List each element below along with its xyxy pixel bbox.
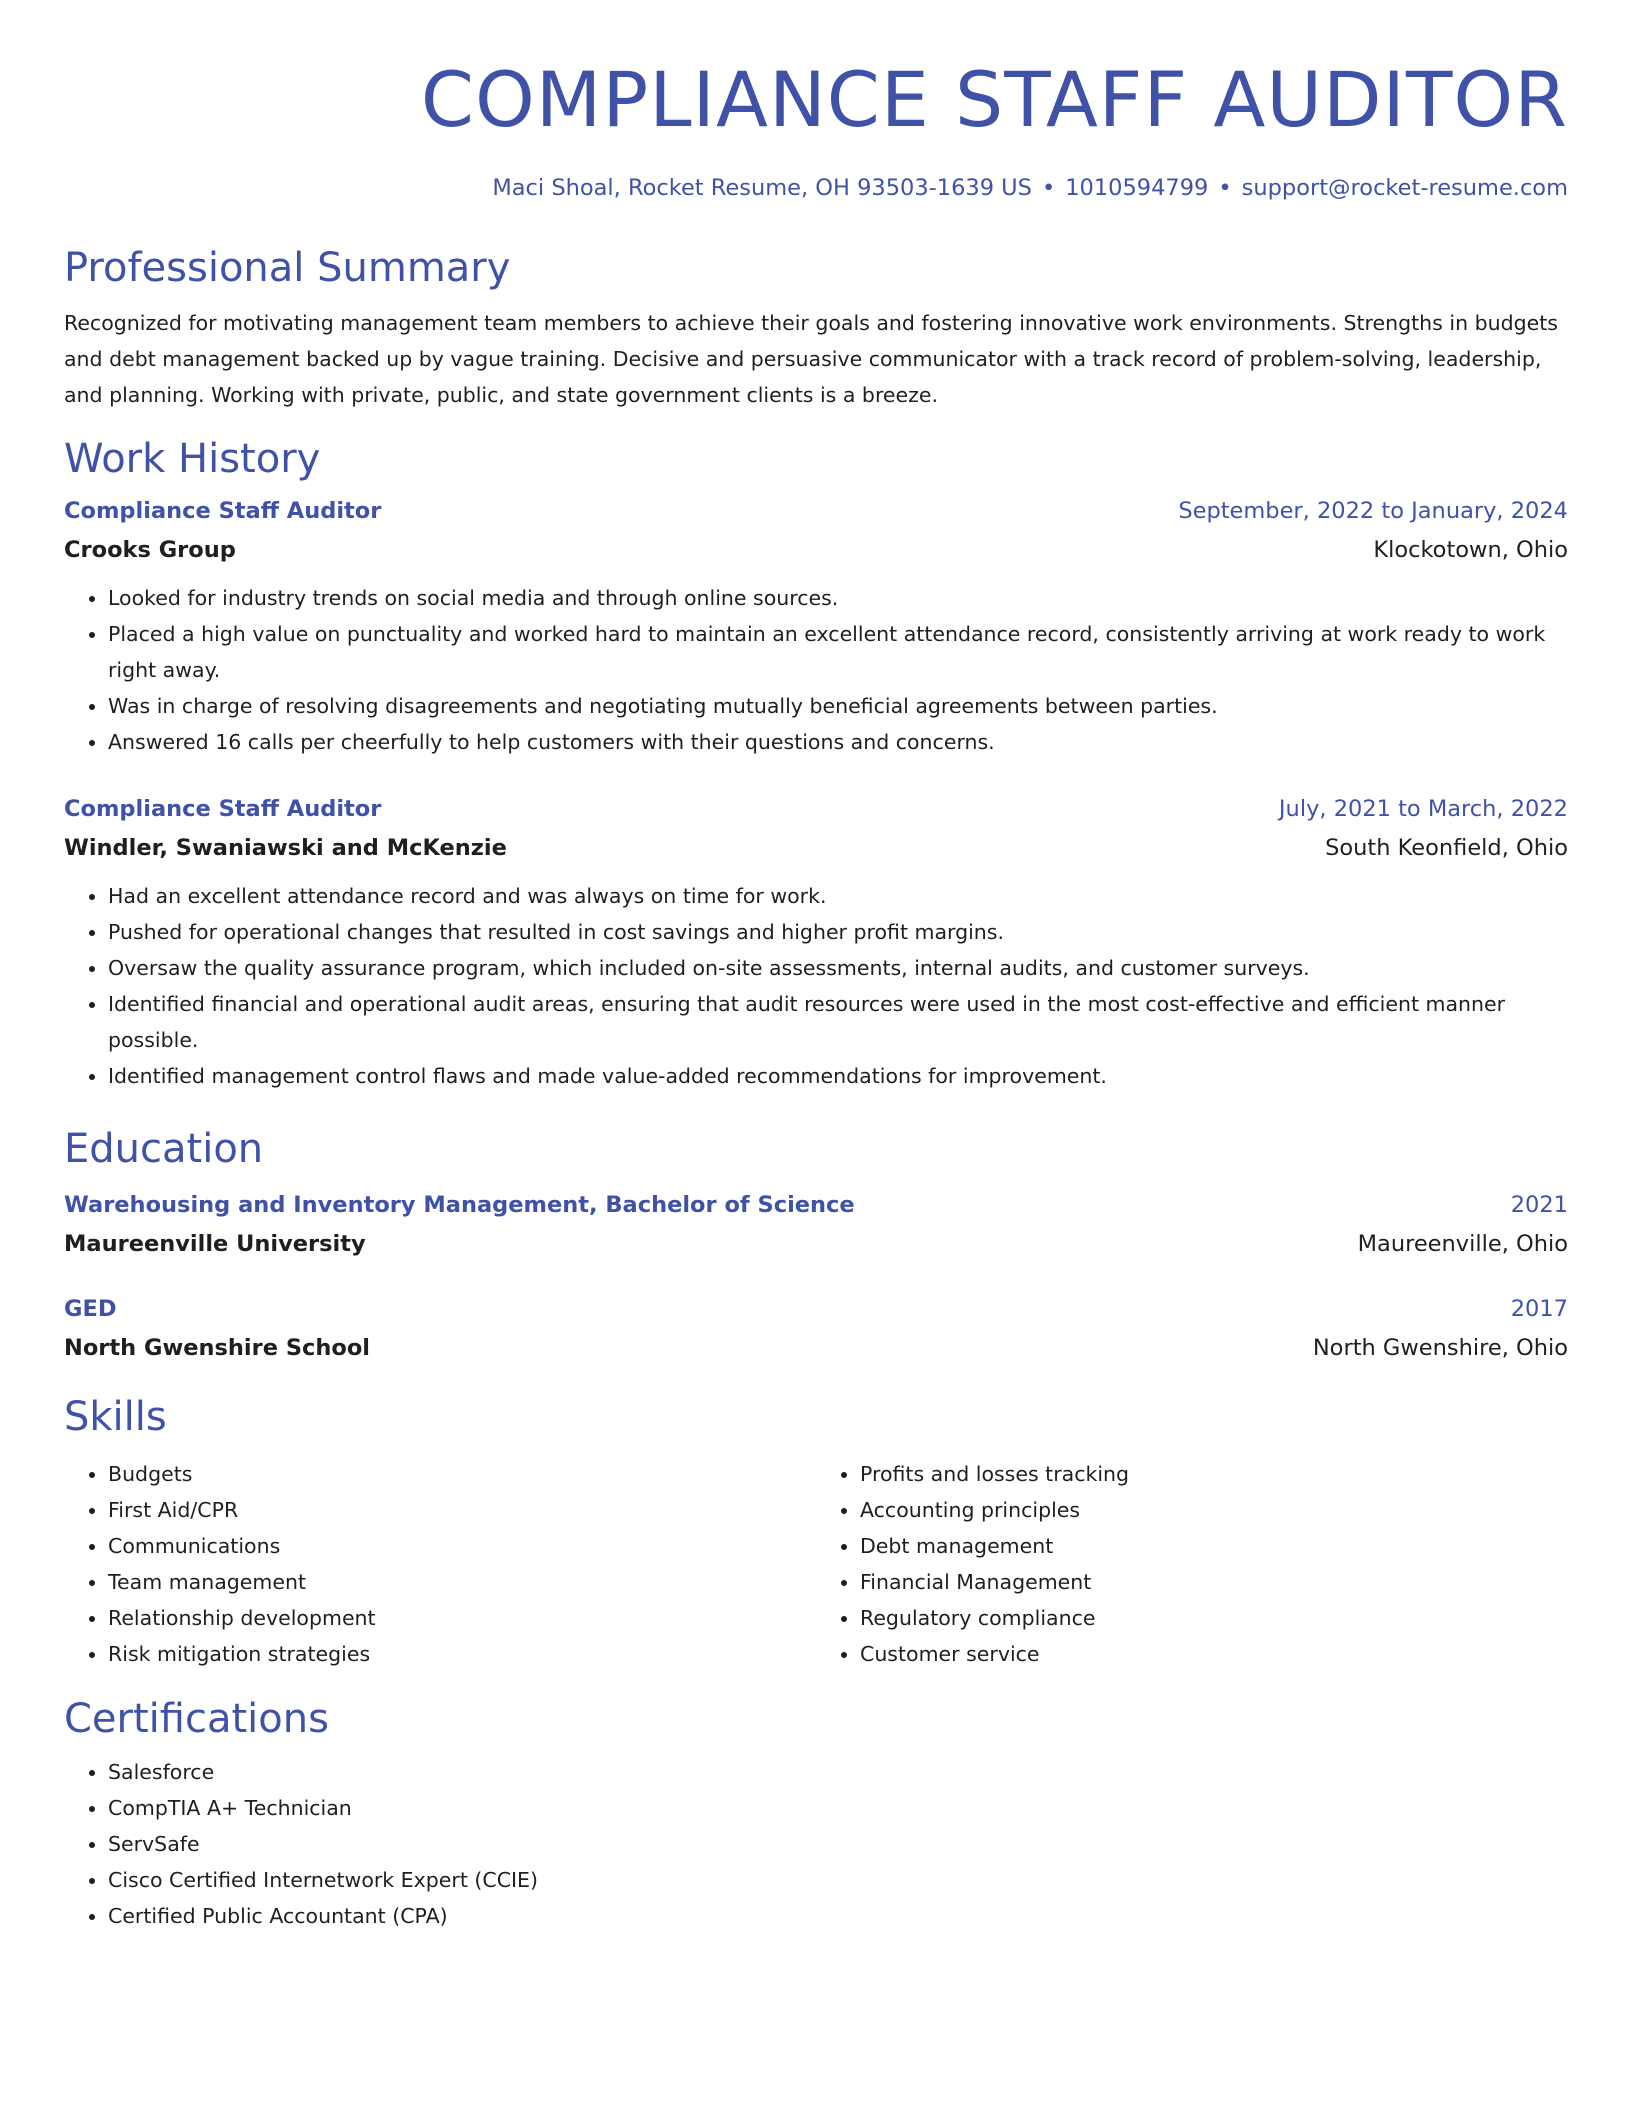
skill-item: • Financial Management xyxy=(860,1564,1568,1600)
job-bullets xyxy=(64,878,1568,1094)
education-entry xyxy=(64,1290,1568,1368)
skill-item: • Regulatory compliance xyxy=(860,1600,1568,1636)
contact-phone: 1010594799 xyxy=(1065,175,1209,201)
certification-item: • ServSafe xyxy=(108,1826,1568,1862)
job-company-row xyxy=(64,828,1568,868)
degree-year: 2017 xyxy=(1510,1296,1568,1322)
contact-email: support@rocket-resume.com xyxy=(1241,175,1568,201)
skill-item: • Debt management xyxy=(860,1528,1568,1564)
skill-item: • Team management xyxy=(108,1564,816,1600)
job-entry xyxy=(64,492,1568,760)
certification-item: • CompTIA A+ Technician xyxy=(108,1790,1568,1826)
job-location: South Keonfield, Ohio xyxy=(1325,835,1568,861)
school-name: Maureenville University xyxy=(64,1231,366,1257)
list-item: • Placed a high value on punctuality and worked hard to maintain an excellent attendance record, consistently arriving at work ready to work right away. xyxy=(108,616,1568,688)
job-company: Crooks Group xyxy=(64,537,236,563)
list-item: • Pushed for operational changes that resulted in cost savings and higher profit margins. xyxy=(108,914,1568,950)
job-location: Klockotown, Ohio xyxy=(1373,537,1568,563)
degree-row xyxy=(64,1186,1568,1224)
job-bullets xyxy=(64,580,1568,760)
job-title: Compliance Staff Auditor xyxy=(64,498,382,524)
summary-text: Recognized for motivating management team members to achieve their goals and fostering innovative work environments. Strengths in budgets and debt management backed up by vague training. Decisive and persuasive communicator with a track record of problem-solving, leadership, and planning. Working with private, public, and state government clients is a breeze. xyxy=(64,311,1558,407)
job-title-row xyxy=(64,492,1568,530)
degree-row xyxy=(64,1290,1568,1328)
school-name: North Gwenshire School xyxy=(64,1335,371,1361)
certification-item: • Cisco Certified Internetwork Expert (CCIE) xyxy=(108,1862,1568,1898)
job-company: Windler, Swaniawski and McKenzie xyxy=(64,835,507,861)
work-history-heading: Work History xyxy=(64,436,321,482)
skills-list xyxy=(64,1456,1568,1672)
contact-address: Maci Shoal, Rocket Resume, OH 93503-1639 US xyxy=(492,175,1032,201)
skills-column-right xyxy=(816,1456,1568,1672)
list-item: • Was in charge of resolving disagreements and negotiating mutually beneficial agreements between parties. xyxy=(108,688,1568,724)
list-item: • Answered 16 calls per cheerfully to help customers with their questions and concerns. xyxy=(108,724,1568,760)
degree-name: GED xyxy=(64,1296,117,1322)
degree-name: Warehousing and Inventory Management, Bachelor of Science xyxy=(64,1192,855,1218)
contact-separator: • xyxy=(1218,175,1232,201)
job-title: Compliance Staff Auditor xyxy=(64,796,382,822)
skill-item: • Communications xyxy=(108,1528,816,1564)
certifications-heading: Certifications xyxy=(64,1696,329,1742)
list-item: • Oversaw the quality assurance program, which included on-site assessments, internal audits, and customer surveys. xyxy=(108,950,1568,986)
contact-line xyxy=(64,170,1568,206)
contact-separator: • xyxy=(1041,175,1056,201)
skill-item: • Budgets xyxy=(108,1456,816,1492)
certification-item: • Salesforce xyxy=(108,1754,1568,1790)
school-row xyxy=(64,1328,1568,1368)
resume-header xyxy=(64,48,1568,206)
skill-item: • Profits and losses tracking xyxy=(860,1456,1568,1492)
job-dates: July, 2021 to March, 2022 xyxy=(1278,796,1568,822)
skills-column-left xyxy=(64,1456,816,1672)
education-heading: Education xyxy=(64,1126,264,1172)
resume-title: COMPLIANCE STAFF AUDITOR xyxy=(420,55,1568,144)
school-location: North Gwenshire, Ohio xyxy=(1312,1335,1568,1361)
skill-item: • Accounting principles xyxy=(860,1492,1568,1528)
list-item: • Looked for industry trends on social media and through online sources. xyxy=(108,580,1568,616)
skill-item: • Customer service xyxy=(860,1636,1568,1672)
skill-item: • Relationship development xyxy=(108,1600,816,1636)
skill-item: • Risk mitigation strategies xyxy=(108,1636,816,1672)
school-location: Maureenville, Ohio xyxy=(1357,1231,1568,1257)
summary-heading: Professional Summary xyxy=(64,245,511,291)
skill-item: • First Aid/CPR xyxy=(108,1492,816,1528)
job-title-row xyxy=(64,790,1568,828)
skills-heading: Skills xyxy=(64,1394,167,1440)
certification-item: • Certified Public Accountant (CPA) xyxy=(108,1898,1568,1934)
school-row xyxy=(64,1224,1568,1264)
degree-year: 2021 xyxy=(1510,1192,1568,1218)
job-company-row xyxy=(64,530,1568,570)
job-entry xyxy=(64,790,1568,1094)
certifications-list xyxy=(64,1754,1568,1934)
list-item: • Identified management control flaws and made value-added recommendations for improvement. xyxy=(108,1058,1568,1094)
education-entry xyxy=(64,1186,1568,1264)
job-dates: September, 2022 to January, 2024 xyxy=(1178,498,1568,524)
list-item: • Identified financial and operational audit areas, ensuring that audit resources were used in the most cost-effective and efficient manner possible. xyxy=(108,986,1568,1058)
list-item: • Had an excellent attendance record and was always on time for work. xyxy=(108,878,1568,914)
